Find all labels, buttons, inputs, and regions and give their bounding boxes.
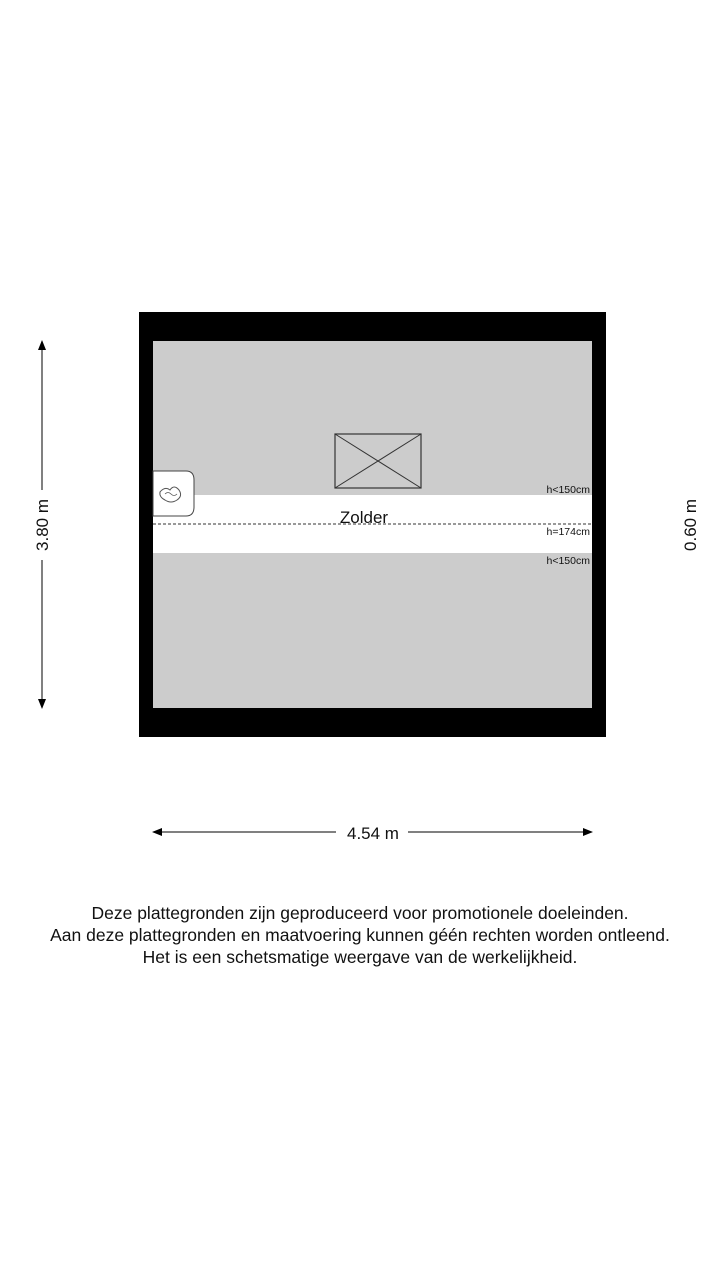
room-label: Zolder <box>339 508 389 527</box>
height-label-lower: h<150cm <box>546 555 590 567</box>
height-label-upper: h<150cm <box>546 484 590 496</box>
disclaimer <box>0 902 720 968</box>
height-dimension-label: 3.80 m <box>33 499 52 551</box>
disclaimer-line-2: Aan deze plattegronden en maatvoering kunnen géén rechten worden ontleend. <box>50 925 670 945</box>
strip-dimension-label: 0.60 m <box>681 499 700 551</box>
height-dimension <box>33 341 52 708</box>
height-label-middle: h=174cm <box>546 526 590 538</box>
boiler-icon <box>153 471 194 516</box>
width-dimension-label: 4.54 m <box>347 824 399 843</box>
width-dimension <box>153 824 592 843</box>
disclaimer-line-3: Het is een schetsmatige weergave van de werkelijkheid. <box>142 947 578 967</box>
disclaimer-line-1: Deze plattegronden zijn geproduceerd voor promotionele doeleinden. <box>91 903 629 923</box>
